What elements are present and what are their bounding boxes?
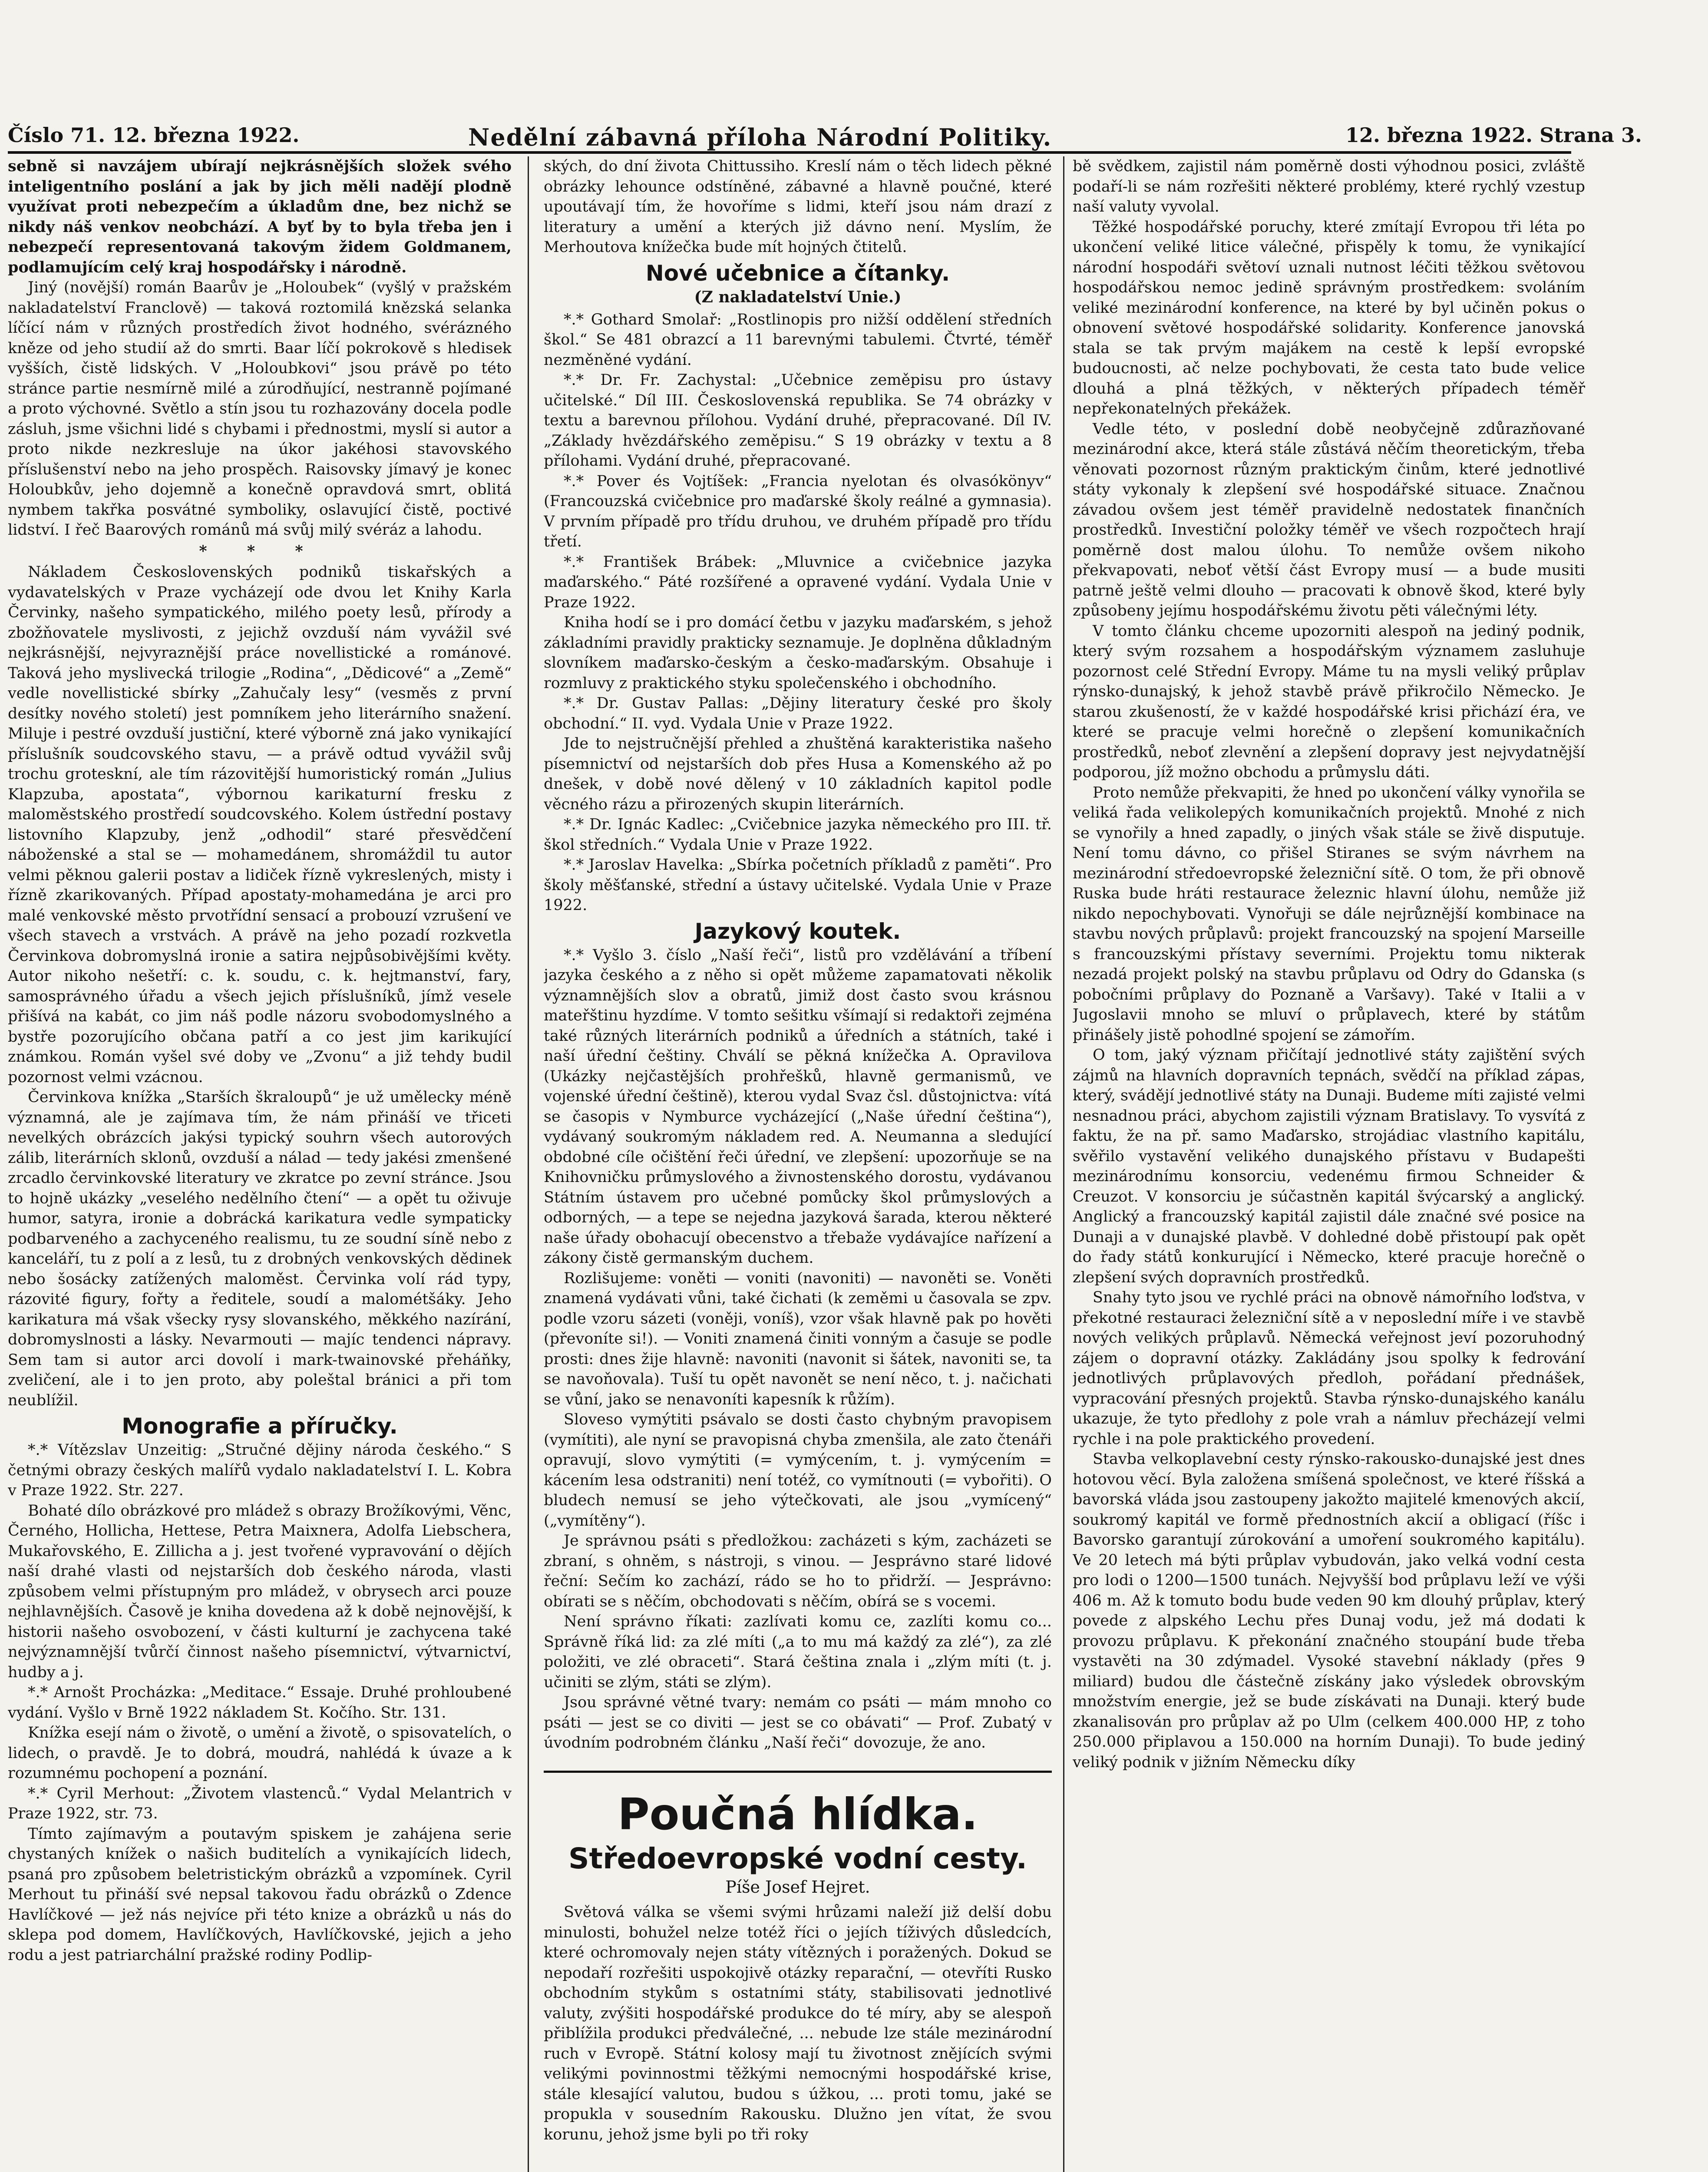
article-paragraph: O tom, jaký význam přičítají jednotlivé státy zajištění svých zájmů na hlavních dopravních tepnách, svědčí na příklad zápas, který, svádějí jednotlivé státy na Dunaji. Budeme míti zajisté velmi nesnadnou práci, abychom zajistili význam Bratislavy. To vysvítá z faktu, že na př. samo Maďarsko, strojádiac vlastního kapitálu, svěřilo vystavění velikého dunajského přístavu v Budapešti mezinárodnímu konsorciu, vedenému firmou Schneider & Creuzot. V konsorciu je súčastněn kapitál švýcarský a anglický. Anglický a francouzský kapitál zajistil dále značné své posice na Dunaji a v dunajské plavbě. V dohledné době přistoupí pak opět do řady států konkurující i Německo, které pracuje horečně o zlepšení svých dopravních prostředků. [1073, 1046, 1585, 1286]
book-review-entry: *.* Vítězslav Unzeitig: „Stručné dějiny národa českého.“ S četnými obrazy českých malířů vydalo nakladatelství I. L. Kobra v Praze 1922. Str. 227. [8, 1441, 512, 1499]
article-paragraph: Světová válka se všemi svými hrůzami naleží již delší dobu minulosti, bohužel nelze totéž říci o jejích tíživých důsledcích, které ochromovaly nejen státy vítězných i poražených. Dokud se nepodaří rozřešiti uspokojivě otázky reparační, — otevříti Rusko obchodním stykům s ostatními státy, stabilisovati jednotlivé valuty, zvýšiti hospodářské produkce do té míry, aby se alespoň přiblížila produkci předválečné, ... nebude lze stále mezinárodní ruch v Evropě. Státní kolosy mají tu životnost znějících svými velikými povinnostmi těžkými nemocnými hospodářské krise, stále klesající valutou, budou s úžkou, ... proti tomu, jaké se propukla v sousedním Rakousku. Dlužno jen vítat, že svou korunu, jehož jsme byli po tři roky [544, 1904, 1052, 2143]
article-paragraph: ských, do dní života Chittussiho. Kreslí nám o těch lidech pěkné obrázky lehounce odstíněné, zábavné a hlavně poučné, které upoutávají tím, že hovoříme s lidmi, kteří jsou nám drazí z literatury a umění a kterých již dávno není. Myslím, že Merhoutova knížečka bude mít hojných čtitelů. [544, 158, 1052, 256]
section-title-poucna-hlidka: Poučná hlídka. [544, 1771, 1052, 1839]
book-review-entry: *.* Dr. Ignác Kadlec: „Cvičebnice jazyka německého pro III. tř. škol středních.“ Vydala Unie v Praze 1922. [544, 816, 1052, 854]
article-title: Středoevropské vodní cesty. [568, 1841, 1027, 1875]
book-review-entry: *.* Dr. Gustav Pallas: „Dějiny literatury české pro školy obchodní.“ II. vyd. Vydala Unie v Praze 1922. [544, 695, 1052, 732]
book-review-entry: *.* Jaroslav Havelka: „Sbírka početních příkladů z paměti“. Pro školy měšťanské, střední a ústavy učitelské. Vydala Unie v Praze 1922. [544, 856, 1052, 914]
book-review-text: Kniha hodí se i pro domácí četbu v jazyku maďarském, s jehož základními pravidly prakticky seznamuje. Je doplněna důkladným slovníkem maďarsko-českým a česko-maďarským. Obsahuje i rozmluvy z praktického styku společenského i obchodního. [544, 614, 1052, 692]
article-paragraph: Je správnou psáti s předložkou: zacházeti s kým, zacházeti se zbraní, s ohněm, s nástroji, s vinou. — Jesprávno staré lidové řeční: Sečím ko zachází, rádo se ho to přidrží. — Jesprávno: obírati se s něčím, obchodovati s něčím, obírá se s vocemi. [544, 1532, 1052, 1610]
column-middle [544, 156, 1052, 2172]
article-paragraph: Snahy tyto jsou ve rychlé práci na obnově námořního loďstva, v překotné restauraci železniční sítě a v neposlední míře i ve stavbě nových velikých průplavů. Německá veřejnost jeví pozoruhodný zájem o dopravní otázky. Zakládány jsou spolky k fedrování jednotlivých průplavových předloh, pořádaní přednášek, vypracování přesných projektů. Stavba rýnsko-dunajského kanálu ukazuje, že tyto předlohy z pole vrah a námluv přecházejí velmi rychle i na pole praktického provedení. [1073, 1289, 1585, 1448]
book-review-text: Knížka esejí nám o životě, o umění a životě, o spisovatelích, o lidech, o pravdě. Je to dobrá, moudrá, nahlédá k úvaze a k rozumnému pochopení a poznání. [8, 1724, 512, 1782]
column-rule [1063, 156, 1064, 2172]
book-review-text: Jde to nejstručnější přehled a zhuštěná karakteristika našeho písemnictví od nejstarších dob přes Husa a Komenského až po dnešek, v době nové dělený v 10 základních kapitol podle věcného rázu a přirozených skupin literárních. [544, 735, 1052, 813]
column-rule [528, 156, 529, 2172]
book-review-entry: *.* Gothard Smolař: „Rostlinopis pro nižší oddělení středních škol.“ Se 481 obrazcí a 11 barevnými tabulemi. Čtvrté, téměř nezměněné vydání. [544, 311, 1052, 369]
issue-number: Číslo 71. 12. března 1922. [8, 123, 300, 147]
book-review-entry: *.* Arnošt Procházka: „Meditace.“ Essaje. Druhé prohloubené vydání. Vyšlo v Brně 1922 nákladem St. Kočího. Str. 131. [8, 1684, 512, 1722]
article-paragraph: Těžké hospodářské poruchy, které zmítají Evropou tři léta po ukončení veliké litice válečné, přispěly k tomu, že vynikající národní hospodáři světoví uznali nutnost léčiti těžkou světovou hospodářskou nemoc jedině správným prostředkem: svoláním veliké mezinárodní konference, na které by byl učiněn pokus o obnovení světové hospodářské solidarity. Konference janovská stala se tak prvým majákem na cestě k lepší evropské budoucnosti, ač nelze pochybovati, že cesta tato bude velice dlouhá a plná těžkých, v některých případech téměř nepřekonatelných překážek. [1073, 218, 1585, 417]
column-left [8, 156, 512, 2172]
book-review-entry: *.* Pover és Vojtíšek: „Francia nyelotan és olvasókönyv“ (Francouzská cvičebnice pro maďarské školy reálné a gymnasia). V prvním případě pro třídu druhou, ve druhém případě pro třídu třetí. [544, 472, 1052, 550]
article-paragraph: Rozlišujeme: voněti — voniti (navoniti) — navoněti se. Voněti znamená vydávati vůni, také čichati (k zeměmi u časovala se zpv. podle vzoru sázeti (voněji, voníš), vzor však hlavně pak po hověti (převoníte si!). — Voniti znamená činiti vonným a časuje se podle prosti: dnes žije hlavně: navoniti (navonit si šátek, navoniti se, ta se navoňovala). Tuší tu opět navonět se není něco, t. j. načichati se vůní, jako se nenavoníti kapesník k růžím). [544, 1269, 1052, 1408]
article-byline: Píše Josef Hejret. [725, 1877, 870, 1897]
book-review-entry: *.* František Brábek: „Mluvnice a cvičebnice jazyka maďarského.“ Páté rozšířené a opravené vydání. Vydala Unie v Praze 1922. [544, 553, 1052, 611]
column-right [1073, 156, 1585, 2172]
masthead [8, 121, 1642, 154]
article-paragraph: Jiný (novější) román Baarův je „Holoubek“ (vyšlý v pražském nakladatelství Franclově) — taková roztomilá knězská selanka líčící nám v různých prostředích život hodného, svérázného kněze od jeho studií až do smrti. Baar líčí pokrokově s hledisek vyšších, čistě lidských. V „Holoubkovi“ jsou právě po této stránce partie nesmírně milé a zúrodňující, nestranně pojímané a proto výchovné. Světlo a stín jsou tu rozhazovány docela podle zásluh, jsme všichni lidé s chybami i přednostmi, myslí si autor a proto nikde nezkresluje na úkor jakéhosi stavovského příslušenství nebo na jeho prospěch. Raisovsky jímavý je konec Holoubkův, jeho dojemně a konečně opravdová smrt, oblitá nymbem takřka posvátné symboliky, oslavující čistě, poctivé lidství. I řeč Baarových románů má svůj milý svéráz a lahodu. [8, 279, 512, 539]
section-subheading: (Z nakladatelství Unie.) [694, 288, 902, 306]
article-paragraph: Vedle této, v poslední době neobyčejně zdůrazňované mezinárodní akce, která stále zůstává něčím theoretickým, třeba věnovati pozornost různým praktickým činům, které jednotlivé státy vykonaly k zlepšení své hospodářské situace. Značnou závadou ovšem jest téměř pravidelně nedostatek finančních prostředků. Investiční položky téměř ve všech rozpočtech hrají poměrně dost malou úlohu. To nemůže ovšem nikoho překvapovati, neboť větší část Evropy musí — a bude musiti patrně ještě velmi dlouho — pracovati k obnově škod, které byly způsobeny jejímu hospodářskému životu pěti válečnými léty. [1073, 420, 1585, 619]
section-separator: * * * [199, 542, 320, 560]
article-paragraph: V tomto článku chceme upozorniti alespoň na jediný podnik, který svým rozsahem a hospodářským významem zasluhuje pozornost celé Střední Evropy. Máme tu na mysli veliký průplav rýnsko-dunajský, k jehož stavbě právě přikročilo Německo. Je starou zkušeností, že v každé hospodářské krisi přichází éra, ve které se pracuje velmi horečně o zlepšení komunikačních prostředků, neboť zlevnění a zlepšení dopravy jest nejvydatnější podporou, jíž možno obchodu a průmyslu dáti. [1073, 622, 1585, 781]
article-paragraph: Sloveso vymýtiti psávalo se dosti často chybným pravopisem (vymítiti), ale nyní se pravopisná chyba zmenšila, ale zato čtenáři opravují, slovo vymýtiti (= vymýcením, t. j. vymýcením = kácením lesa odstraniti) není totéž, co vymítnouti (= vybořiti). O bludech nemusí se jeho výtečkovati, ale jsou „vymícený“ („vymítěny“). [544, 1411, 1052, 1530]
article-paragraph: bě svědkem, zajistil nám poměrně dosti výhodnou posici, zvláště podaří-li se nám rozřešiti některé problémy, které rychlý vzestup naší valuty vyvolal. [1073, 158, 1585, 215]
book-review-entry: *.* Dr. Fr. Zachystal: „Učebnice zeměpisu pro ústavy učitelské.“ Díl III. Československá republika. Se 74 obrázky v textu a barevnou přílohou. Vydání druhé, přepracované. Díl IV. „Základy hvězdářského zeměpisu.“ S 19 obrázky v textu a 8 přílohami. Vydání druhé, přepracované. [544, 371, 1052, 470]
article-paragraph: Červinkova knížka „Starších škraloupů“ je už umělecky méně významná, ale je zajímava tím, že nám přináší ve třiceti nevelkých obrázcích jakýsi typický souhrn všech autorových zálib, literárních sklonů, ovzduší a nálad — tedy jakési zmenšené zrcadlo červinkovské literatury ve zkratce po zevní stránce. Jsou to hojně ukázky „veselého nedělního čtení“ — a opět tu oživuje humor, satyra, ironie a dobrácká karikatura vedle sympaticky podbarveného a zachyceného realismu, tu ze soudní síně nebo z kanceláří, tu z polí a z lesů, tu z drobných venkovských dědinek nebo šosácky zatížených maloměst. Červinka volí rád typy, rázovité figury, fořty a ředitele, soudí a malométšáky. Jeho karikatura má však všecky rysy slovanského, měkkého nazírání, dobromyslnosti a lásky. Nevarmouti — majíc tendenci nápravy. Sem tam si autor arci dovolí i mark-twainovské přeháňky, zveličení, ale i to jen proto, aby poleštal bránici a při tom neublížil. [8, 1089, 512, 1409]
article-paragraph: Není správno říkati: zazlívati komu ce, zazlíti komu co... Správně říká lid: za zlé míti („a to mu má každý za zlé“), za zlé položiti, ve zlé obraceti“. Stará čeština znala i „zlým míti (t. j. učiniti se zlým, státi se zlým). [544, 1613, 1052, 1691]
book-review-text: Bohaté dílo obrázkové pro mládež s obrazy Brožíkovými, Věnc, Černého, Hollicha, Hettese, Petra Maixnera, Adolfa Liebschera, Mukařovského, E. Zillicha a j. jest tvořené vypravování o dějích naší drahé vlasti od nejstarších dob českého národa, vlasti způsobem velmi přístupným pro mládež, v obrysech arci pouze nejhlavnějších. Časově je kniha dovedena až k době nejnovější, k historii našeho osvobození, v části kulturní je zachycena také nejvýznamnější tvůrčí činnost našeho písemnictví, výtvarnictví, hudby a j. [8, 1502, 512, 1681]
section-heading-jazykovy: Jazykový koutek. [694, 918, 901, 944]
article-paragraph: Jsou správné větné tvary: nemám co psáti — mám mnoho co psáti — jest se co diviti — jest se co obávati“ — Prof. Zubatý v úvodním podrobném článku „Naší řeči“ dovozuje, že ano. [544, 1694, 1052, 1752]
article-paragraph: Proto nemůže překvapiti, že hned po ukončení války vynořila se veliká řada velikolepých komunikačních projektů. Mnohé z nich se vynořily a hned zapadly, o jiných však stále se živě disputuje. Není tomu dávno, co přišel Stiranes se svým návrhem na mezinárodní středoevropské železniční sítě. O tom, že při obnově Ruska bude hráti restaurace železnic hlavní úlohu, nemůže již nikdo nepochybovati. Vynořuji se dále nejrůznější kombinace na stavbu nových průplavů: projekt francouzský na spojení Marseille s francouzskými přístavy severními. Projektu tomu nikterak nezadá projekt polský na stavbu průplavu od Odry do Gdanska (s pobočními průplavy do Poznaně a Varšavy). Také v Italii a v Jugoslavii mnoho se mluví o průplavech, které by státům přinášely jistě pohodlné spojení se zámořím. [1073, 784, 1585, 1044]
book-review-entry: *.* Cyril Merhout: „Životem vlastenců.“ Vydal Melantrich v Praze 1922, str. 73. [8, 1785, 512, 1822]
article-paragraph: sebně si navzájem ubírají nejkrásnějších složek svého inteligentního poslání a jak by jich měli nadějí plodně využívat proti nebezpečím a úkladům dne, bez nichž se nikdy náš venkov neobchází. A byť by to byla třeba jen i nebezpečí representovaná takovým židem Goldmanem, podlamujícím celý kraj hospodářsky i národně. [8, 157, 512, 276]
article-paragraph: Nákladem Československých podniků tiskařských a vydavatelských v Praze vycházejí ode dvou let Knihy Karla Červinky, našeho sympatického, milého poety lesů, přírody a zbožňovatele myslivosti, z jejichž ovzduší nám vyvážil své nejkrásnější, nejvyraznější práce novellistické a románové. Taková jeho myslivecká trilogie „Rodina“, „Dědicové“ a „Země“ vedle novellistické sbírky „Zahučaly lesy“ (vesměs z první desítky nového století) jest pomníkem jeho literárního snažení. Miluje i pestré ovzduší justiční, které výborně zná jako vynikající příslušník soudcovského stavu, — a právě odtud vyvážil svůj trochu groteskní, ale tím rázovitější humoristický román „Julius Klapzuba, apostata“, výbornou karikaturní fresku z maloměstského prostředí soudcovského. Kolem ústřední postavy listovního Klapzuby, jenž „odhodil“ staré přesvědčení náboženské a stal se — mohamedánem, shromáždil tu autor velmi pěknou galerii postav a lidiček řízně vykreslených, misty i řízně zkarikovaných. Případ apostaty-mohamedána je arci pro malé venkovské město prvotřídní sensací a probouzí vzrušení ve všech stavech a vrstvách. A právě na jeho pozadí rozkvetla Červinkova dobromyslná ironie a satira nejpůsobivějšími květy. Autor nikoho nešetří: c. k. soudu, c. k. hejtmanství, fary, samosprávného úřadu a všech jejich příslušníků, jímž vesele přišívá na kabát, co jim náš podle názoru svobodomyslného a bystře pozorujícího občana patří a co jest jim karikující známkou. Román vyšel své doby ve „Zvonu“ a již tehdy budil pozornost velmi vzácnou. [8, 563, 512, 1086]
article-paragraph: Stavba velkoplavební cesty rýnsko-rakousko-dunajské jest dnes hotovou věcí. Byla založena smíšená společnost, ve které říšská a bavorská vláda jsou zastoupeny jakožto majitelé kmenových akcií, soukromý kapitál ve formě přednostních akcií a obligací (říšc i Bavorsko garantují zúrokování a umoření soukromého kapitálu). Ve 20 letech má býti průplav vybudován, jako velká vodní cesta pro lodi o 1200—1500 tunách. Nejvyšší bod průplavu leží ve výši 406 m. Až k tomuto bodu bude veden 90 km dlouhý průplav, který povede z alpského Lechu přes Dunaj vodu, jež má dodati k provozu průplavu. K překonání značného stoupání bude třeba vystavěti na 30 zdýmadel. Vysoké stavební náklady (přes 9 miliard) budou dle částečně získány jako výsledek obrovským množstvím energie, jež se bude získávati na Dunaji. který bude zkanalisován pro průplav až po Ulm (celkem 400.000 HP, z toho 250.000 připlavou a 150.000 na horním Dunaji). To bude jediný veliký podnik v jižním Německu díky [1073, 1450, 1585, 1771]
newspaper-title: Nedělní zábavná příloha Národní Politiky. [468, 123, 1052, 151]
section-heading-monografie: Monografie a příručky. [122, 1414, 398, 1439]
article-paragraph: *.* Vyšlo 3. číslo „Naší řeči“, listů pro vzdělávání a tříbení jazyka českého a z něho si opět můžeme zapamatovati několik významnějších slov a obratů, jimiž dost často svou krásnou mateřštinu hyzdíme. V tomto sešitku všímají si redaktoři zejména také různých literárních podniků a úředních a státních, také i naší úřední češtiny. Chválí se pěkná knížečka A. Opravilova (Ukázky nejčastějších prohřešků, hlavně germanismů, ve vojenské úřední češtině), kterou vydal Svaz čsl. důstojnictva: vítá se časopis v Nymburce vycházející („Naše úřední čeština“), vydávaný soukromým nákladem red. A. Neumanna a sledující obdobné cíle očištění řeči úřední, ve zlepšení: upozorňuje se na Knihovničku průmyslového a živnostenského dorostu, vydávanou Státním ústavem pro učebné pomůcky škol průmyslových a odborných, — a tepe se nejedna jazyková šarada, kterou některé naše úřady obohacují obecenstvo a třebaže vydávajíce nařízení a zákony čistě germanským duchem. [544, 946, 1052, 1267]
book-review-text: Tímto zajímavým a poutavým spiskem je zahájena serie chystaných knížek o našich buditelích a vynikajících lidech, psaná pro způsobem beletristickým obrázků a vzpomínek. Cyril Merhout tu přináší své nepsal takovou řadu obrázků o Zdence Havlíčkové — jež nás nejvíce při této knize a obrázků u nás do sklepa pod domem, Havlíčkových, Havlíčkovské, jejich a jeho rodu a jest patriarchální pražské rodiny Podlip- [8, 1825, 512, 1964]
page-date-number: 12. března 1922. Strana 3. [1345, 123, 1642, 147]
section-heading-ucebnice: Nové učebnice a čítanky. [645, 260, 950, 286]
